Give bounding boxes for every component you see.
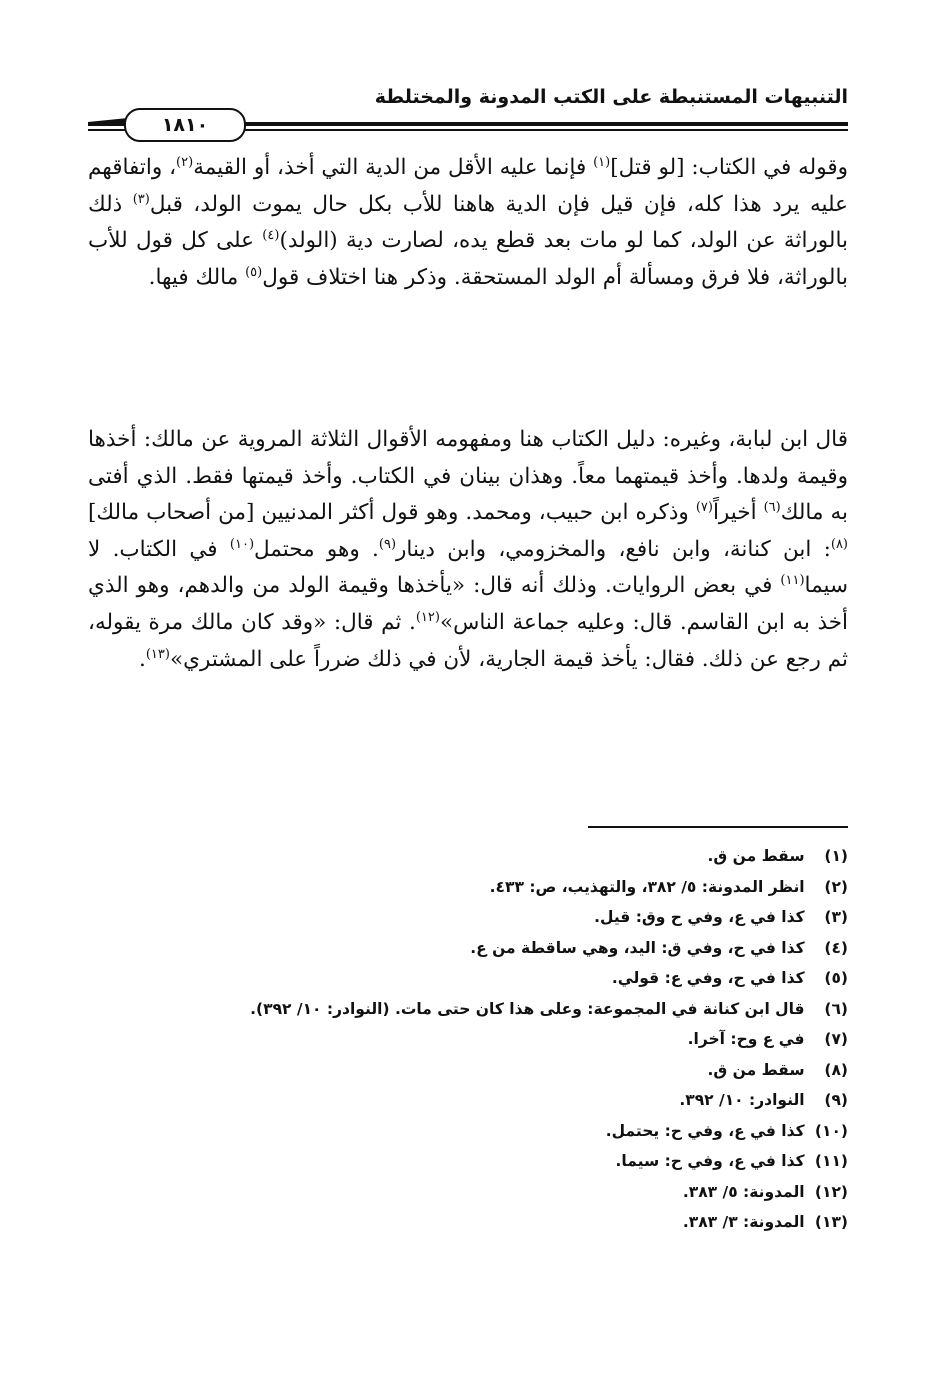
- footnote-ref: (١): [593, 154, 611, 170]
- running-title: التنبيهات المستنبطة على الكتب المدونة والمختلطة: [374, 86, 848, 108]
- page-number-ornament: [88, 84, 128, 131]
- footnote-number: (٦): [824, 999, 848, 1018]
- footnote-number: (٥): [824, 969, 848, 987]
- text-run: . وهو محتمل: [254, 536, 379, 562]
- footnote-number: (١٢): [814, 1182, 848, 1201]
- footnote-separator: [588, 826, 848, 828]
- footnote-item: [128, 1024, 848, 1055]
- footnote-text: سقط من ق.: [707, 1060, 805, 1079]
- footnote-text: كذا في ح، وفي ع: قولي.: [611, 969, 805, 987]
- footnote-item: [128, 994, 848, 1025]
- text-run: في الكتاب. لا سيما: [88, 536, 848, 599]
- footnote-item: [128, 1055, 848, 1086]
- page-header: [88, 84, 848, 148]
- footnote-ref: (٦): [763, 500, 781, 516]
- footnote-text: في ع وح: آخرا.: [687, 1030, 805, 1048]
- text-run: . ثم قال: «وقد كان مالك مرة يقوله، ثم رجع عن ذلك. فقال: يأخذ قيمة الجارية، لأن في ذلك ضرراً على المشتري»: [88, 609, 848, 672]
- footnote-ref: (١١): [780, 573, 805, 589]
- paragraph-1: [88, 150, 848, 296]
- footnote-item: [128, 1146, 848, 1177]
- footnotes-list: [128, 841, 848, 1238]
- text-run: مالك فيها.: [148, 264, 246, 290]
- footnote-item: [128, 1177, 848, 1208]
- footnote-text: كذا في ح، وفي ق: اليد، وهي ساقطة من ع.: [470, 938, 805, 957]
- footnote-text: كذا في ع، وفي ح: سيما.: [615, 1152, 805, 1170]
- footnote-number: (٩): [824, 1091, 848, 1109]
- footnote-text: المدونة: ٣/ ٣٨٣.: [682, 1213, 805, 1231]
- text-run: وذكره ابن حبيب، ومحمد. وهو قول أكثر المدنيين [من أصحاب مالك]: [88, 500, 696, 526]
- footnote-number: (٧): [824, 1030, 848, 1048]
- footnote-text: النوادر: ١٠/ ٣٩٢.: [679, 1091, 805, 1109]
- footnote-item: [128, 963, 848, 994]
- footnote-text: كذا في ع، وفي ح وق: قيل.: [594, 908, 805, 926]
- footnote-number: (٨): [824, 1060, 848, 1079]
- footnote-item: [128, 1116, 848, 1147]
- footnote-number: (١١): [814, 1152, 848, 1170]
- footnote-ref: (٧): [695, 500, 713, 516]
- footnote-ref: (١٣): [145, 646, 170, 662]
- page-number: ١٨١٠: [124, 108, 246, 142]
- footnote-text: سقط من ق.: [707, 847, 805, 865]
- text-run: في بعض الروايات. وذلك أنه قال: «يأخذها وقيمة الولد من والدهم، وهو الذي أخذ به ابن القاسم. قال: وعليه جماعة الناس»: [88, 573, 848, 635]
- text-run: قال ابن لبابة، وغيره: دليل الكتاب هنا ومفهومه الأقوال الثلاثة المروية عن مالك: أخذها وقيمة ولدها. وأخذ قيمتهما معاً. وهذان بينان في الكتاب. وأخذ قيمتها فقط. الذي أفتى به مالك: [88, 427, 848, 526]
- footnote-number: (٤): [824, 938, 848, 957]
- paragraph-text: [88, 150, 848, 296]
- footnote-item: [128, 902, 848, 933]
- footnote-number: (٣): [824, 908, 848, 926]
- footnote-number: (١): [824, 847, 848, 865]
- text-run: : ابن كنانة، وابن نافع، والمخزومي، وابن دينار: [396, 536, 831, 562]
- footnote-ref: (٥): [245, 264, 263, 280]
- text-run: ، واتفاقهم عليه يرد هذا كله، فإن قيل فإن الدية هاهنا للأب بكل حال يموت الولد، قبل: [88, 155, 848, 217]
- footnote-item: [128, 933, 848, 964]
- text-run: ذلك بالوراثة عن الولد، كما لو مات بعد قطع يده، لصارت دية (الولد): [88, 191, 848, 254]
- footnote-ref: (٨): [830, 536, 848, 552]
- footnote-text: قال ابن كنانة في المجموعة: وعلى هذا كان حتى مات. (النوادر: ١٠/ ٣٩٢).: [250, 999, 805, 1018]
- text-run: وقوله في الكتاب: [لو قتل]: [610, 155, 848, 180]
- text-run: أخيراً: [712, 500, 764, 526]
- text-run: .: [139, 646, 146, 672]
- text-run: فإنما عليه الأقل من الدية التي أخذ، أو القيمة: [193, 155, 594, 180]
- footnote-text: المدونة: ٥/ ٣٨٣.: [682, 1182, 805, 1201]
- footnote-number: (٢): [824, 877, 848, 896]
- footnote-item: [128, 841, 848, 872]
- footnote-number: (١٣): [814, 1213, 848, 1231]
- footnote-ref: (١٠): [229, 536, 255, 552]
- footnote-text: انظر المدونة: ٥/ ٣٨٢، والتهذيب، ص: ٤٣٣.: [489, 877, 805, 896]
- paragraph-text: [88, 422, 848, 678]
- footnote-item: [128, 1085, 848, 1116]
- footnote-number: (١٠): [814, 1121, 848, 1140]
- text-run: على كل قول للأب بالوراثة، فلا فرق ومسألة أم الولد المستحقة. وذكر هنا اختلاف قول: [88, 228, 848, 290]
- footnote-text: كذا في ع، وفي ح: يحتمل.: [605, 1121, 805, 1140]
- footnote-ref: (٢): [176, 154, 194, 170]
- footnote-ref: (٩): [378, 536, 397, 552]
- footnote-ref: (٣): [132, 191, 150, 207]
- footnote-ref: (٤): [262, 228, 280, 244]
- footnote-item: [128, 1207, 848, 1238]
- paragraph-2: [88, 422, 848, 678]
- footnote-ref: (١٢): [415, 609, 440, 625]
- footnote-item: [128, 872, 848, 903]
